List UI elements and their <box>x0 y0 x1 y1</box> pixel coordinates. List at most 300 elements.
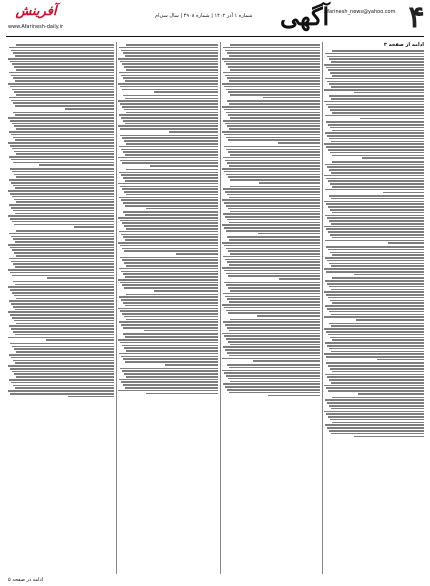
text-line <box>227 100 320 102</box>
text-line <box>360 118 424 120</box>
text-line <box>327 217 424 219</box>
text-line <box>226 230 320 232</box>
text-line <box>324 64 424 66</box>
text-line <box>121 381 218 383</box>
text-line <box>279 278 320 280</box>
text-line <box>326 294 424 296</box>
continued-from-label: ادامه از صفحه ۳ <box>383 42 424 48</box>
text-line <box>324 328 424 330</box>
text-line <box>383 192 424 194</box>
text-line <box>12 292 114 294</box>
text-line <box>331 86 424 88</box>
text-line <box>222 224 320 226</box>
text-line <box>124 262 218 264</box>
notice-body <box>222 364 320 396</box>
text-line <box>326 203 424 205</box>
text-line <box>16 323 114 325</box>
text-line <box>125 387 218 389</box>
text-line <box>325 305 424 307</box>
notice <box>222 282 320 317</box>
text-line <box>362 157 424 159</box>
text-line <box>228 341 320 343</box>
text-line <box>226 273 320 275</box>
text-line <box>331 325 424 327</box>
email-address: Afarinesh_news@yahoo.com <box>324 9 396 15</box>
text-line <box>278 142 320 144</box>
text-line <box>16 69 114 71</box>
text-line <box>332 277 424 279</box>
text-line <box>327 81 424 83</box>
text-line <box>329 58 424 60</box>
text-line <box>119 146 218 148</box>
text-line <box>16 153 114 155</box>
text-line <box>46 339 114 341</box>
text-line <box>122 284 218 286</box>
text-line <box>15 80 114 82</box>
text-line <box>329 379 424 381</box>
notice-body <box>324 397 424 438</box>
text-line <box>223 293 320 295</box>
text-line <box>123 202 218 204</box>
text-line <box>325 342 424 344</box>
text-line <box>354 436 424 438</box>
text-line <box>9 379 114 381</box>
column-2 <box>222 42 320 574</box>
text-line <box>39 164 114 166</box>
text-line <box>16 376 114 378</box>
text-line <box>125 214 218 216</box>
text-line <box>122 370 218 372</box>
notice-body <box>222 186 320 235</box>
text-line <box>332 237 424 239</box>
text-line <box>223 321 320 323</box>
text-line <box>12 148 114 150</box>
continued-label: ادامه در صفحه ۵ <box>8 577 44 583</box>
text-line <box>9 131 114 133</box>
text-line <box>227 352 320 354</box>
text-line <box>125 336 218 338</box>
notice <box>222 319 320 362</box>
notice-body <box>118 211 218 254</box>
text-line <box>146 393 218 395</box>
notice-body <box>118 333 218 365</box>
text-line <box>123 120 218 122</box>
text-line <box>327 376 424 378</box>
notice-body <box>324 50 424 93</box>
text-line <box>126 112 218 114</box>
column-1 <box>324 42 424 574</box>
text-line <box>225 75 320 77</box>
text-line <box>15 105 114 107</box>
notice <box>118 257 218 292</box>
text-line <box>331 408 424 410</box>
text-line <box>11 382 114 384</box>
text-line <box>122 222 218 224</box>
text-line <box>328 249 424 251</box>
text-line <box>10 247 114 249</box>
text-line <box>332 75 424 77</box>
text-line <box>122 89 218 91</box>
text-line <box>326 121 424 123</box>
text-line <box>122 106 218 108</box>
notice-body <box>8 343 114 397</box>
text-line <box>332 371 424 373</box>
text-line <box>330 152 424 154</box>
text-line <box>330 209 424 211</box>
text-line <box>124 373 218 375</box>
text-line <box>119 321 218 323</box>
text-line <box>125 361 218 363</box>
text-line <box>329 138 424 140</box>
text-line <box>223 47 320 49</box>
text-line <box>12 221 114 223</box>
text-line <box>227 125 320 127</box>
text-line <box>324 175 424 177</box>
text-line <box>326 413 424 415</box>
text-line <box>228 151 320 153</box>
text-line <box>330 419 424 421</box>
text-line <box>327 135 424 137</box>
text-line <box>120 86 218 88</box>
text-line <box>257 315 320 317</box>
text-line <box>120 61 218 63</box>
text-line <box>223 346 320 348</box>
text-line <box>10 86 114 88</box>
text-line <box>8 286 114 288</box>
text-line <box>330 183 424 185</box>
notice-body <box>118 368 218 395</box>
notice <box>8 44 114 110</box>
text-line <box>10 193 114 195</box>
text-line <box>15 139 114 141</box>
text-line <box>229 367 320 369</box>
text-line <box>14 151 114 153</box>
text-line <box>124 316 218 318</box>
text-line <box>14 252 114 254</box>
text-line <box>12 317 114 319</box>
notice <box>8 281 114 341</box>
notice <box>118 169 218 210</box>
column-divider <box>220 42 221 574</box>
text-line <box>123 77 218 79</box>
notice <box>118 95 218 133</box>
notice-body <box>222 100 320 143</box>
text-line <box>222 333 320 335</box>
text-line <box>15 241 114 243</box>
text-line <box>11 236 114 238</box>
text-line <box>325 164 424 166</box>
text-line <box>15 266 114 268</box>
text-line <box>126 228 218 230</box>
notice-body <box>8 44 114 110</box>
text-line <box>124 250 218 252</box>
text-line <box>356 319 424 321</box>
text-line <box>68 396 114 398</box>
text-line <box>123 52 218 54</box>
text-line <box>125 205 218 207</box>
text-line <box>228 275 320 277</box>
text-line <box>226 112 320 114</box>
text-line <box>122 313 218 315</box>
notice-body <box>118 135 218 167</box>
text-line <box>325 53 424 55</box>
text-line <box>325 374 424 376</box>
text-line <box>11 50 114 52</box>
text-line <box>227 219 320 221</box>
text-line <box>15 55 114 57</box>
text-line <box>10 289 114 291</box>
text-line <box>327 260 424 262</box>
text-line <box>8 142 114 144</box>
text-line <box>327 308 424 310</box>
text-line <box>331 223 424 225</box>
text-line <box>126 265 218 267</box>
text-line <box>123 95 218 97</box>
text-line <box>222 304 320 306</box>
text-line <box>229 197 320 199</box>
text-line <box>324 268 424 270</box>
text-line <box>122 259 218 261</box>
text-line <box>169 131 218 133</box>
notice-body <box>324 277 424 320</box>
text-line <box>118 125 218 127</box>
text-line <box>228 114 320 116</box>
notice <box>324 277 424 320</box>
text-line <box>121 299 218 301</box>
text-line <box>230 69 320 71</box>
text-line <box>15 213 114 215</box>
text-line <box>9 97 114 99</box>
text-line <box>325 280 424 282</box>
notice <box>324 121 424 159</box>
text-line <box>223 120 320 122</box>
text-line <box>331 172 424 174</box>
text-line <box>331 382 424 384</box>
text-line <box>119 296 218 298</box>
text-line <box>332 302 424 304</box>
text-line <box>268 395 320 397</box>
notice <box>118 368 218 395</box>
text-line <box>15 284 114 286</box>
text-line <box>331 289 424 291</box>
text-line <box>9 258 114 260</box>
text-line <box>119 72 218 74</box>
text-line <box>120 135 218 137</box>
text-line <box>226 174 320 176</box>
text-line <box>329 263 424 265</box>
text-line <box>229 80 320 82</box>
notice-body <box>8 281 114 341</box>
text-line <box>324 101 424 103</box>
notice <box>8 112 114 166</box>
text-line <box>329 169 424 171</box>
text-line <box>259 182 320 184</box>
text-line <box>16 201 114 203</box>
text-line <box>119 353 218 355</box>
text-line <box>10 393 114 395</box>
newspaper-logo: آفرینش <box>15 4 57 19</box>
text-line <box>10 218 114 220</box>
text-line <box>118 157 218 159</box>
text-line <box>9 204 114 206</box>
text-line <box>324 291 424 293</box>
text-line <box>126 44 218 46</box>
text-line <box>330 337 424 339</box>
text-line <box>224 245 320 247</box>
text-line <box>228 378 320 380</box>
notice-body <box>118 257 218 292</box>
text-line <box>125 239 218 241</box>
text-line <box>14 373 114 375</box>
notice <box>324 195 424 244</box>
text-line <box>326 356 424 358</box>
text-line <box>8 390 114 392</box>
text-line <box>118 339 218 341</box>
text-line <box>227 162 320 164</box>
text-line <box>326 362 424 364</box>
text-line <box>8 311 114 313</box>
text-line <box>10 314 114 316</box>
text-line <box>222 370 320 372</box>
text-line <box>124 287 218 289</box>
text-line <box>121 356 218 358</box>
text-line <box>8 269 114 271</box>
text-line <box>65 108 114 110</box>
text-line <box>154 290 218 292</box>
text-line <box>328 231 424 233</box>
text-line <box>118 83 218 85</box>
page-header <box>0 0 430 40</box>
text-line <box>16 176 114 178</box>
text-line <box>10 168 114 170</box>
text-line <box>10 120 114 122</box>
text-line <box>228 208 320 210</box>
text-line <box>225 123 320 125</box>
text-line <box>224 307 320 309</box>
notice-body <box>324 195 424 244</box>
text-line <box>225 296 320 298</box>
text-line <box>230 344 320 346</box>
text-line <box>125 98 218 100</box>
text-line <box>16 351 114 353</box>
notice <box>8 168 114 228</box>
text-line <box>11 207 114 209</box>
text-line <box>230 186 320 188</box>
text-line <box>326 178 424 180</box>
text-line <box>222 199 320 201</box>
text-line <box>226 338 320 340</box>
text-line <box>225 386 320 388</box>
text-line <box>230 94 320 96</box>
notice-body <box>324 95 424 119</box>
text-line <box>11 303 114 305</box>
text-line <box>332 155 424 157</box>
text-line <box>227 389 320 391</box>
text-line <box>176 253 218 255</box>
text-line <box>325 215 424 217</box>
text-line <box>230 179 320 181</box>
text-line <box>324 226 424 228</box>
text-line <box>123 358 218 360</box>
text-line <box>330 234 424 236</box>
text-line <box>330 252 424 254</box>
column-divider <box>322 42 323 574</box>
text-line <box>230 381 320 383</box>
text-line <box>13 281 114 283</box>
text-line <box>325 115 424 117</box>
text-line <box>13 306 114 308</box>
text-line <box>230 290 320 292</box>
text-line <box>332 254 424 256</box>
text-line <box>120 282 218 284</box>
text-line <box>222 106 320 108</box>
notice <box>222 146 320 184</box>
text-line <box>126 194 218 196</box>
text-line <box>121 174 218 176</box>
text-line <box>354 92 424 94</box>
text-line <box>121 75 218 77</box>
text-line <box>325 132 424 134</box>
text-line <box>123 333 218 335</box>
notice-body <box>324 161 424 193</box>
text-line <box>9 179 114 181</box>
notice <box>324 50 424 93</box>
text-line <box>329 323 424 325</box>
text-line <box>226 63 320 65</box>
text-line <box>222 131 320 133</box>
text-line <box>329 83 424 85</box>
text-line <box>124 225 218 227</box>
text-line <box>123 151 218 153</box>
text-line <box>119 379 218 381</box>
text-line <box>327 283 424 285</box>
text-line <box>121 50 218 52</box>
text-line <box>258 233 320 235</box>
text-line <box>14 320 114 322</box>
text-line <box>15 387 114 389</box>
notice <box>8 343 114 397</box>
text-line <box>15 187 114 189</box>
text-line <box>332 212 424 214</box>
header-rule <box>6 36 424 37</box>
text-line <box>13 102 114 104</box>
text-line <box>11 159 114 161</box>
text-line <box>223 72 320 74</box>
text-line <box>328 416 424 418</box>
text-line <box>15 114 114 116</box>
text-line <box>8 58 114 60</box>
text-line <box>125 55 218 57</box>
text-line <box>8 244 114 246</box>
text-line <box>14 66 114 68</box>
text-line <box>13 112 114 114</box>
text-line <box>146 208 218 210</box>
text-line <box>15 362 114 364</box>
text-line <box>329 430 424 432</box>
text-line <box>230 117 320 119</box>
text-line <box>119 47 218 49</box>
text-line <box>14 174 114 176</box>
text-line <box>328 206 424 208</box>
text-line <box>118 279 218 281</box>
text-line <box>10 145 114 147</box>
text-line <box>324 201 424 203</box>
text-line <box>154 91 218 93</box>
text-line <box>8 215 114 217</box>
text-line <box>12 196 114 198</box>
text-line <box>224 86 320 88</box>
text-line <box>118 242 218 244</box>
